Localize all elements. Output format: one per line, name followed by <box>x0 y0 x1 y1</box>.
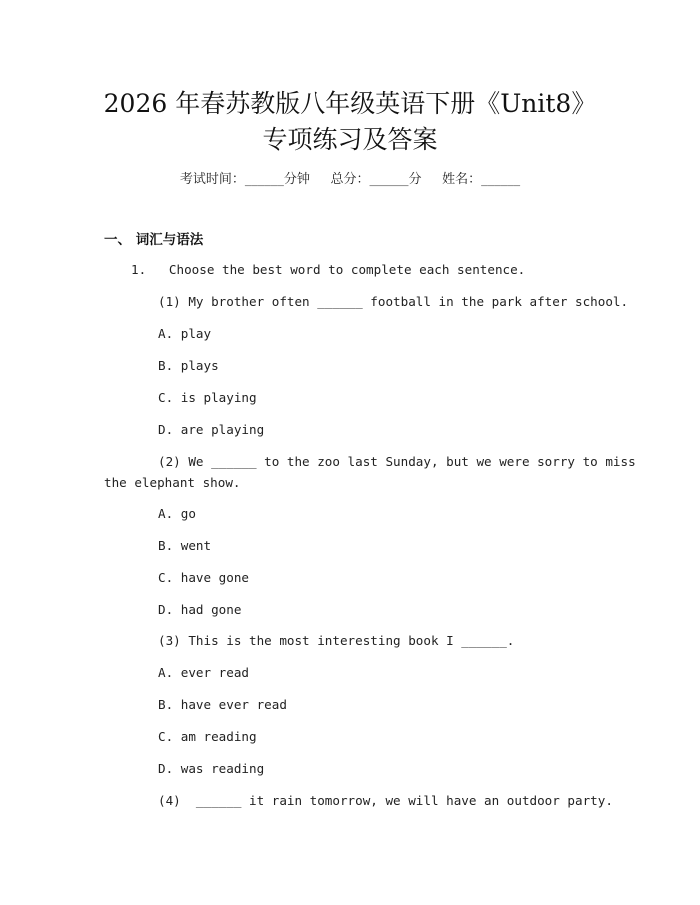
answer-option: A. go <box>158 506 196 521</box>
exam-info: 考试时间：______分钟 总分：______分 姓名：______ <box>179 172 521 187</box>
question-stem: (4) ______ it rain tomorrow, we will have an outdoor party. <box>158 793 613 808</box>
question-stem: (1) My brother often ______ football in the park after school. <box>158 294 629 309</box>
answer-option: B. plays <box>158 358 219 373</box>
answer-option: B. went <box>158 538 212 553</box>
question-stem-continued: the elephant show. <box>104 475 241 490</box>
section-heading: 一、 词汇与语法 <box>104 232 204 248</box>
answer-option: C. have gone <box>158 570 249 585</box>
answer-option: D. are playing <box>158 422 265 437</box>
question-stem: (3) This is the most interesting book I ______. <box>158 633 515 648</box>
answer-option: A. play <box>158 326 212 341</box>
answer-option: B. have ever read <box>158 697 287 712</box>
answer-option: A. ever read <box>158 665 249 680</box>
answer-option: C. is playing <box>158 390 257 405</box>
answer-option: C. am reading <box>158 729 257 744</box>
question-instruction: 1. Choose the best word to complete each sentence. <box>131 262 526 277</box>
answer-option: D. had gone <box>158 602 242 617</box>
document-title-line2: 专项练习及答案 <box>262 125 438 154</box>
document-title-line1: 2026 年春苏教版八年级英语下册《Unit8》 <box>103 89 597 118</box>
question-stem: (2) We ______ to the zoo last Sunday, but we were sorry to miss <box>158 454 636 469</box>
answer-option: D. was reading <box>158 761 265 776</box>
